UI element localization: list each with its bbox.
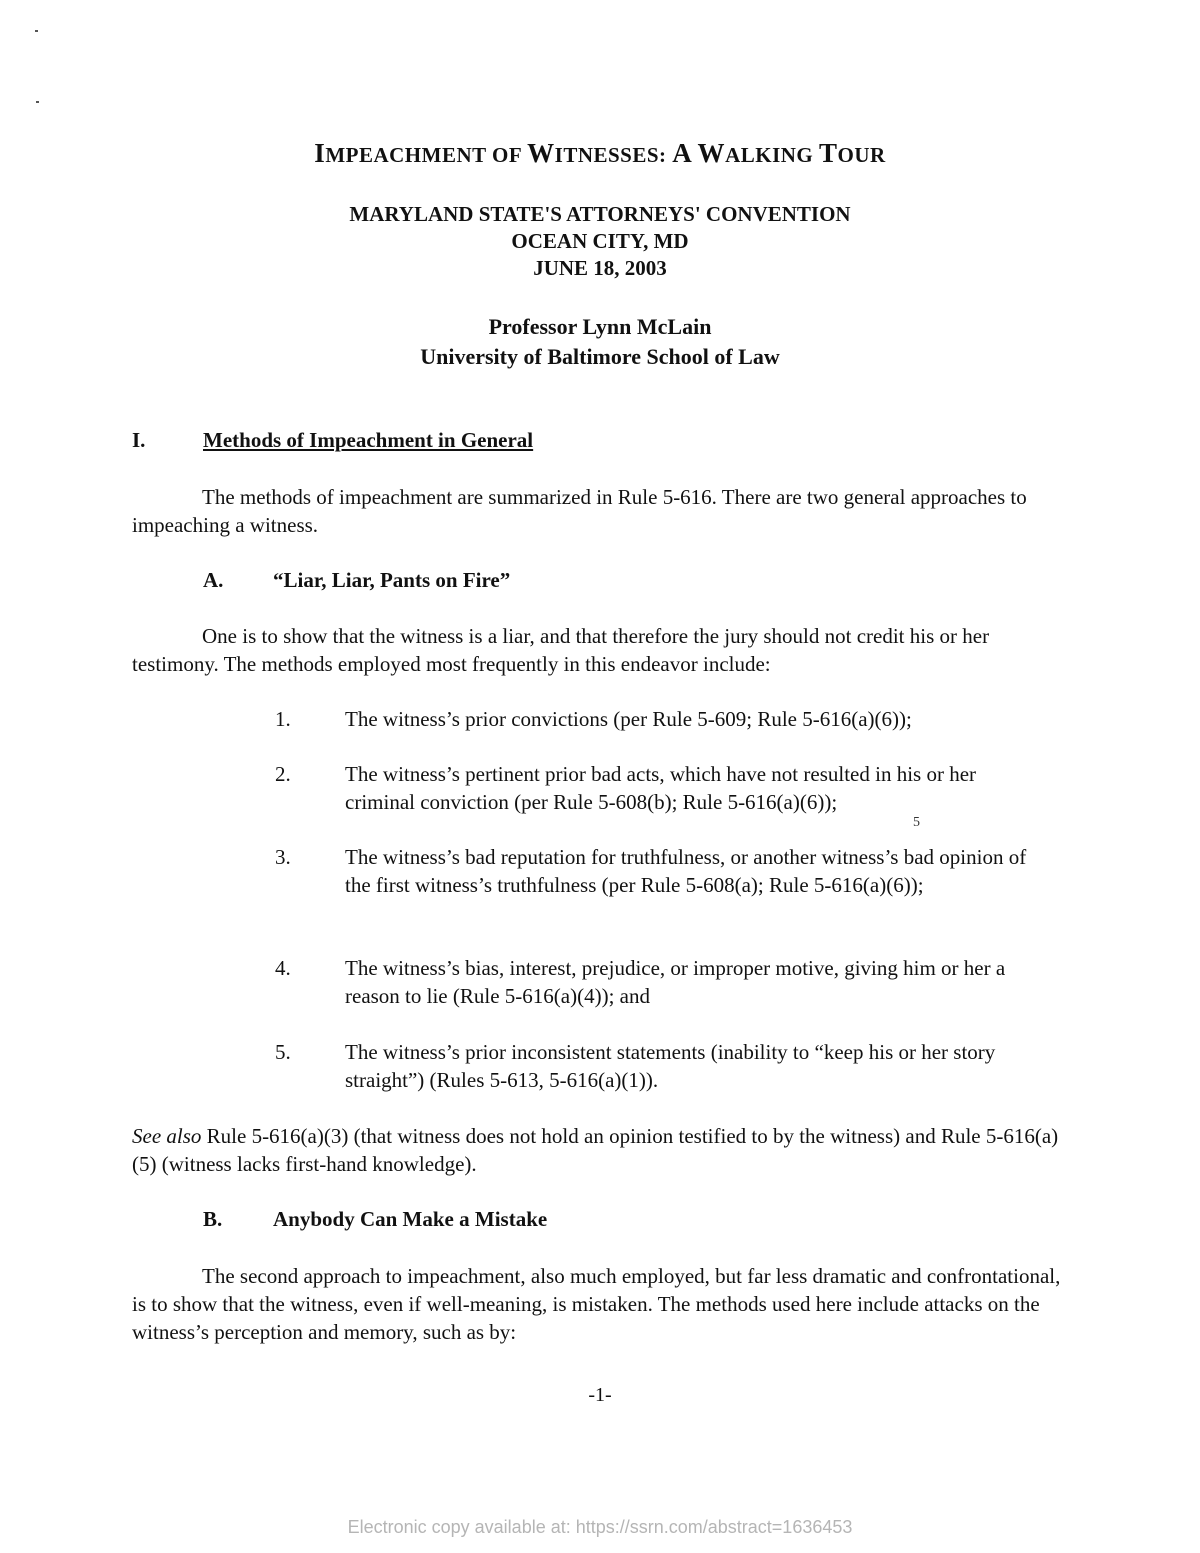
subsection-intro-paragraph: One is to show that the witness is a liar, and that therefore the jury should not credit his or her testimony. The methods employed most frequently in this endeavor include: bbox=[132, 624, 990, 676]
conference-block bbox=[0, 201, 1200, 282]
conference-date: JUNE 18, 2003 bbox=[533, 256, 667, 280]
see-also-paragraph bbox=[132, 1122, 1072, 1178]
list-item: The witness’s prior convictions (per Rule 5-609; Rule 5-616(a)(6)); bbox=[345, 707, 912, 731]
handwritten-correction: 5 bbox=[913, 815, 920, 830]
subsection-heading: Anybody Can Make a Mistake bbox=[273, 1207, 548, 1231]
conference-name: MARYLAND STATE'S ATTORNEYS' CONVENTION bbox=[349, 202, 851, 226]
subsection-intro-paragraph: The second approach to impeachment, also much employed, but far less dramatic and confrontational, is to show that the witness, even if well-meaning, is mistaken. The methods used here include attacks on the witness’s perception and memory, such as by: bbox=[132, 1264, 1061, 1344]
list-item-number: 2. bbox=[275, 762, 291, 786]
list-item-number: 3. bbox=[275, 845, 291, 869]
conference-location: OCEAN CITY, MD bbox=[511, 229, 689, 253]
footer-notice: Electronic copy available at: https://ssrn.com/abstract=1636453 bbox=[347, 1517, 853, 1537]
list-item-number: 1. bbox=[275, 707, 291, 731]
section-number: I. bbox=[132, 428, 146, 452]
scan-speck bbox=[36, 101, 39, 103]
section-heading: Methods of Impeachment in General bbox=[203, 428, 534, 452]
scan-speck bbox=[35, 30, 38, 32]
list-item: The witness’s bias, interest, prejudice, or improper motive, giving him or her a reason to lie (Rule 5-616(a)(4)); and bbox=[345, 956, 1006, 1008]
author-block bbox=[0, 312, 1200, 372]
subsection-letter: B. bbox=[203, 1207, 223, 1231]
section-intro-paragraph: The methods of impeachment are summarized in Rule 5-616. There are two general approaches to impeaching a witness. bbox=[132, 485, 1027, 537]
subsection-letter: A. bbox=[203, 568, 224, 592]
list-item-number: 4. bbox=[275, 956, 291, 980]
list-item: The witness’s bad reputation for truthfulness, or another witness’s bad opinion of the first witness’s truthfulness (per Rule 5-608(a); Rule 5-616(a)(6)); bbox=[345, 845, 1027, 897]
author-affiliation: University of Baltimore School of Law bbox=[420, 344, 780, 369]
list-item: The witness’s prior inconsistent statements (inability to “keep his or her story straight”) (Rules 5-613, 5-616(a)(1)). bbox=[345, 1040, 996, 1092]
page-number: -1- bbox=[588, 1384, 612, 1406]
author-name: Professor Lynn McLain bbox=[488, 314, 712, 339]
see-also-text: Rule 5-616(a)(3) (that witness does not hold an opinion testified to by the witness) and Rule 5-616(a)(5) (witness lacks first-hand knowledge). bbox=[132, 1124, 1059, 1176]
see-also-signal: See also bbox=[132, 1124, 202, 1148]
list-item-number: 5. bbox=[275, 1040, 291, 1064]
subsection-heading: “Liar, Liar, Pants on Fire” bbox=[273, 568, 511, 592]
list-item: The witness’s pertinent prior bad acts, which have not resulted in his or her criminal conviction (per Rule 5-608(b); Rule 5-616(a)(6)); bbox=[345, 762, 977, 814]
document-title: IMPEACHMENT OF WITNESSES: A WALKING TOUR bbox=[314, 138, 886, 168]
